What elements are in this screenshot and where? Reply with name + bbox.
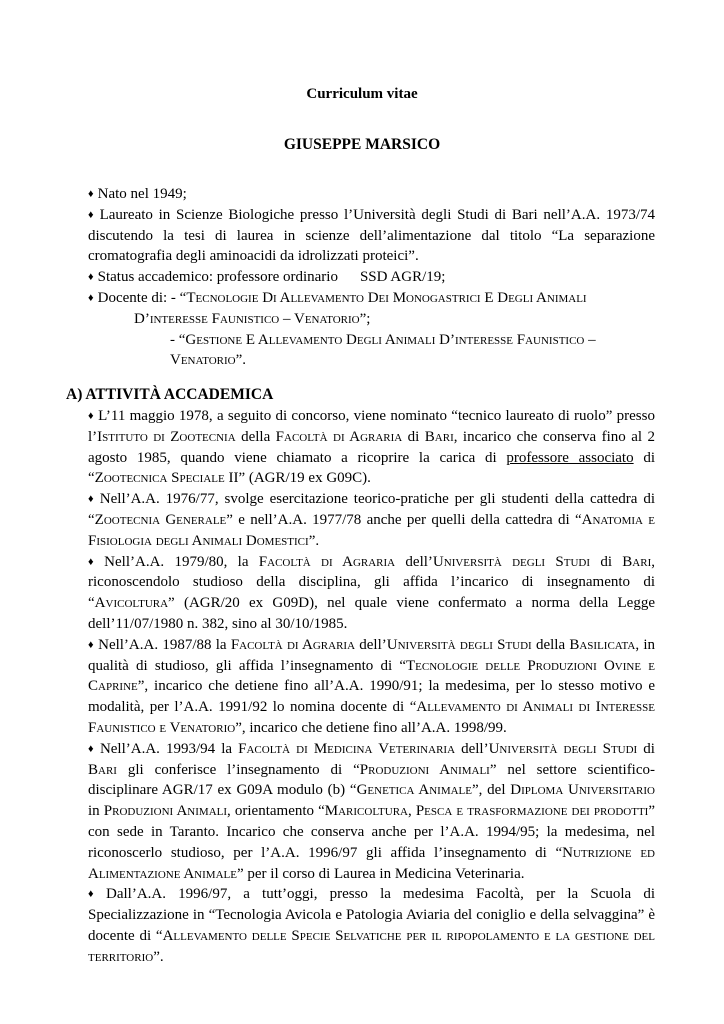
- bullet-diamond-icon: ♦: [88, 291, 94, 304]
- bullet-diamond-icon: ♦: [88, 742, 96, 755]
- list-item: ♦ Dall’A.A. 1996/97, a tutt’oggi, presso la medesima Facoltà, per la Scuola di Specializzazione in “Tecnologia Avicola e Patologia Aviaria del coniglio e della selvaggina” è docente di “Allevamento delle Specie Selvatiche per il ripopolamento e la gestione del territorio”.: [88, 886, 655, 965]
- course-title: Tecnologie Di Allevamento Dei Monogastrici E Degli Animali: [186, 289, 587, 306]
- bullet-diamond-icon: ♦: [88, 188, 94, 200]
- list-item-continuation: D’interesse Faunistico – Venatorio”;: [134, 310, 371, 327]
- bullet-diamond-icon: ♦: [88, 271, 94, 284]
- list-item-continuation: Venatorio”.: [170, 352, 247, 369]
- list-item: ♦ Laureato in Scienze Biologiche presso l’Università degli Studi di Bari nell’A.A. 1973/74 discutendo la tesi di laurea in scienze dell’alimentazione dal titolo “La separazione cromatografia degli aminoacidi da idrolizzati proteici”.: [88, 206, 655, 265]
- bullet-diamond-icon: ♦: [88, 208, 96, 221]
- bullet-diamond-icon: ♦: [88, 638, 95, 651]
- intro-list: [88, 184, 655, 371]
- bullet-diamond-icon: ♦: [88, 493, 96, 506]
- list-item: ♦ Status accademico: professore ordinario SSD AGR/19;: [88, 269, 446, 286]
- bullet-diamond-icon: ♦: [88, 555, 101, 568]
- course-title: Gestione E Allevamento Degli Animali D’interesse Faunistico –: [185, 331, 596, 348]
- list-item: ♦ Nato nel 1949;: [88, 186, 187, 202]
- list-item: ♦ Docente di: - “Tecnologie Di Allevamento Dei Monogastrici E Degli Animali: [88, 289, 587, 306]
- list-item: ♦ L’11 maggio 1978, a seguito di concorso, viene nominato “tecnico laureato di ruolo” presso l’Istituto di Zootecnia della Facoltà di Agraria di Bari, incarico che conserva fino al 2 agosto 1985, quando viene chiamato a ricoprire la carica di professore associato di “Zootecnica Speciale II” (AGR/19 ex G09C).: [88, 408, 656, 487]
- person-name: GIUSEPPE MARSICO: [283, 136, 441, 153]
- bullet-diamond-icon: ♦: [88, 888, 103, 901]
- list-item: ♦ Nell’A.A. 1987/88 la Facoltà di Agraria dell’Università degli Studi della Basilicata, in qualità di studioso, gli affida l’insegnamento di “Tecnologie delle Produzioni Ovine e Caprine”, incarico che detiene fino all’A.A. 1990/91; la medesima, per lo stesso motivo e modalità, per l’A.A. 1991/92 lo nomina docente di “Allevamento di Animali di Interesse Faunistico e Venatorio”, incarico che detiene fino all’A.A. 1998/99.: [88, 636, 655, 736]
- section-a-list: [88, 406, 655, 968]
- list-item: ♦ Nell’A.A. 1993/94 la Facoltà di Medicina Veterinaria dell’Università degli Studi di Bari gli conferisce l’insegnamento di “Produzioni Animali” nel settore scientifico-disciplinare AGR/17 ex G09A modulo (b) “Genetica Animale”, del Diploma Universitario in Produzioni Animali, orientamento “Maricoltura, Pesca e trasformazione dei prodotti” con sede in Taranto. Incarico che conserva anche per l’A.A. 1994/95; la medesima, nel riconoscerlo studioso, per l’A.A. 1996/97 gli affida l’insegnamento di “Nutrizione ed Alimentazione Animale” per il corso di Laurea in Medicina Veterinaria.: [88, 740, 656, 882]
- section-heading: A) ATTIVITÀ ACCADEMICA: [66, 386, 274, 403]
- bullet-diamond-icon: ♦: [88, 410, 95, 422]
- document-title: Curriculum vitae: [306, 86, 418, 102]
- list-item-continuation: - “Gestione E Allevamento Degli Animali D’interesse Faunistico –: [170, 331, 596, 348]
- list-item: ♦ Nell’A.A. 1979/80, la Facoltà di Agraria dell’Università degli Studi di Bari, riconoscendolo studioso della disciplina, gli affida l’incarico di insegnamento di “Avicoltura” (AGR/20 ex G09D), nel quale viene confermato a norma della Legge dell’11/07/1980 n. 382, sino al 30/10/1985.: [88, 553, 655, 632]
- list-item: ♦ Nell’A.A. 1976/77, svolge esercitazione teorico-pratiche per gli studenti della cattedra di “Zootecnia Generale” e nell’A.A. 1977/78 anche per quelli della cattedra di “Anatomia e Fisiologia degli Animali Domestici”.: [88, 491, 655, 549]
